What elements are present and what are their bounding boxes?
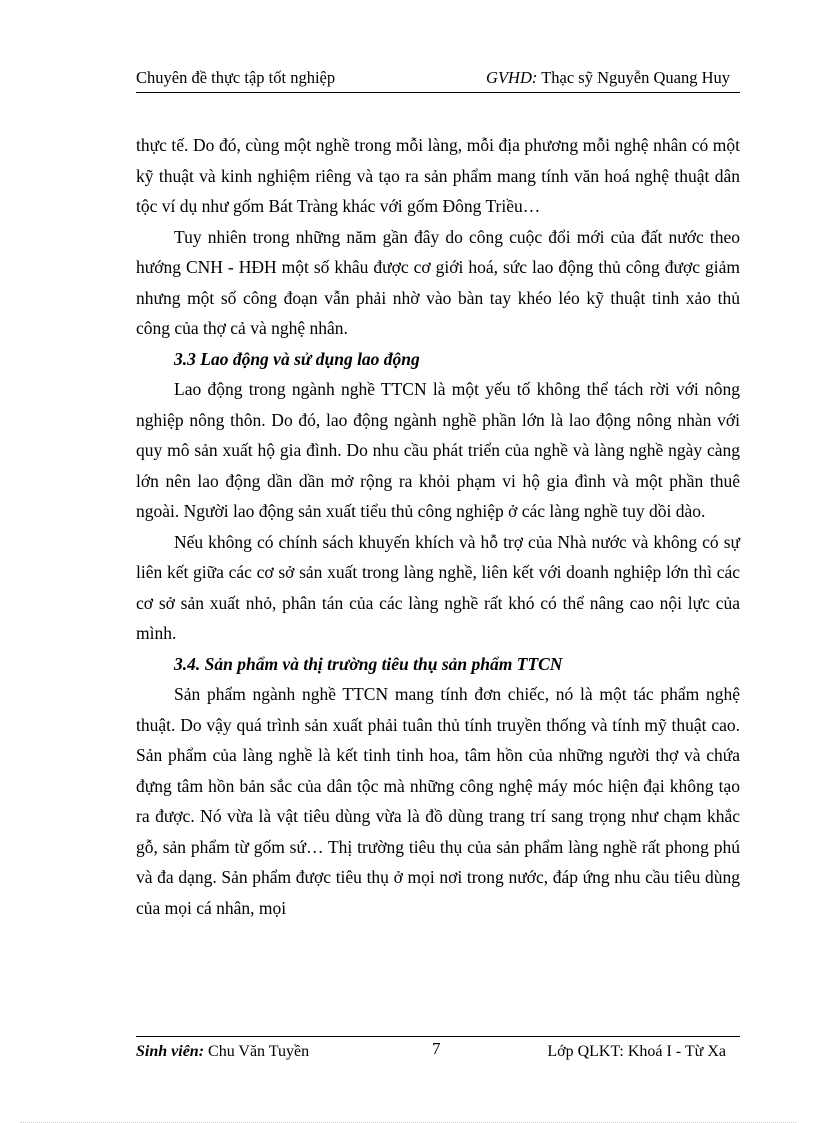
paragraph: Tuy nhiên trong những năm gần đây do công cuộc đổi mới của đất nước theo hướng CNH - HĐH một số khâu được cơ giới hoá, sức lao động thủ công được giảm nhưng một số công đoạn vẫn phải nhờ vào bàn tay khéo léo kỹ thuật tinh xảo thủ công của thợ cả và nghệ nhân. [136,226,740,338]
paragraph: Lao động trong ngành nghề TTCN là một yếu tố không thể tách rời với nông nghiệp nông thôn. Do đó, lao động ngành nghề phần lớn là lao động nông nhàn với quy mô sản xuất hộ gia đình. Do nhu cầu phát triển của nghề và làng nghề ngày càng lớn nên lao động dần dần mở rộng ra khỏi phạm vi hộ gia đình và một phần thuê ngoài. Người lao động sản xuất tiểu thủ công nghiệp ở các làng nghề tuy dồi dào. [136,379,740,521]
paragraph: Nếu không có chính sách khuyến khích và hỗ trợ của Nhà nước và không có sự liên kết giữa các cơ sở sản xuất trong làng nghề, liên kết với doanh nghiệp lớn thì các cơ sở sản xuất nhỏ, phân tán của các làng nghề rất khó có thể nâng cao nội lực của mình. [136,531,740,643]
footer-student [136,1043,309,1061]
page-header [136,66,740,93]
header-title: Chuyên đề thực tập tốt nghiệp [136,68,336,87]
section-heading: 3.4. Sản phẩm và thị trường tiêu thụ sản phẩm TTCN [174,653,563,674]
footer-class: Lớp QLKT: Khoá I - Từ Xa [547,1043,726,1060]
section-heading: 3.3 Lao động và sử dụng lao động [174,348,420,369]
page-number: 7 [432,1039,441,1058]
page-footer [136,1036,740,1060]
header-advisor [486,68,730,88]
advisor-label: GVHD: [486,68,538,87]
student-label: Sinh viên: [136,1043,205,1060]
advisor-name: Thạc sỹ Nguyễn Quang Huy [541,68,730,87]
student-name: Chu Văn Tuyền [208,1043,310,1060]
paragraph: thực tế. Do đó, cùng một nghề trong mỗi làng, mỗi địa phương mỗi nghệ nhân có một kỹ thuật và kinh nghiệm riêng và tạo ra sản phẩm mang tính văn hoá nghệ thuật dân tộc ví dụ như gốm Bát Tràng khác với gốm Đông Triều… [136,135,740,216]
paragraph: Sản phẩm ngành nghề TTCN mang tính đơn chiếc, nó là một tác phẩm nghệ thuật. Do vậy quá trình sản xuất phải tuân thủ tính truyền thống và tính mỹ thuật cao. Sản phẩm của làng nghề là kết tinh tinh hoa, tâm hồn của những người thợ và chứa đựng tâm hồn bản sắc của dân tộc mà những công nghệ máy móc hiện đại không tạo ra được. Nó vừa là vật tiêu dùng vừa là đồ dùng trang trí sang trọng như chạm khắc gỗ, sản phẩm từ gốm sứ… Thị trường tiêu thụ của sản phẩm làng nghề rất phong phú và đa dạng. Sản phẩm được tiêu thụ ở mọi nơi trong nước, đáp ứng nhu cầu tiêu dùng của mọi cá nhân, mọi [136,684,740,918]
document-body [136,130,740,923]
